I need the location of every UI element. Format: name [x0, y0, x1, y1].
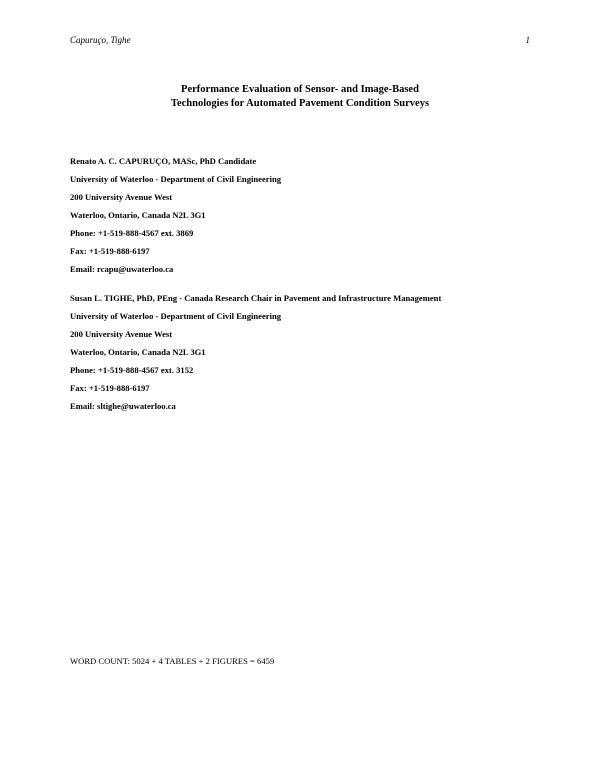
title-line-2: Technologies for Automated Pavement Condition Surveys — [170, 98, 430, 109]
author-block-2 — [70, 289, 441, 415]
page-number: 1 — [525, 35, 530, 45]
author-fax: Fax: +1-519-888-6197 — [70, 383, 150, 393]
author-email: Email: rcapu@uwaterloo.ca — [70, 264, 174, 274]
running-head — [70, 35, 530, 45]
author-city: Waterloo, Ontario, Canada N2L 3G1 — [70, 347, 206, 357]
author-city: Waterloo, Ontario, Canada N2L 3G1 — [70, 210, 206, 220]
author-street: 200 University Avenue West — [70, 329, 173, 339]
word-count: WORD COUNT: 5024 + 4 TABLES + 2 FIGURES = 6459 — [70, 656, 275, 666]
author-phone: Phone: +1-519-888-4567 ext. 3152 — [70, 365, 194, 375]
author-fax: Fax: +1-519-888-6197 — [70, 246, 150, 256]
author-name: Susan L. TIGHE, PhD, PEng - Canada Research Chair in Pavement and Infrastructure Management — [70, 293, 442, 303]
author-email: Email: sltighe@uwaterloo.ca — [70, 401, 176, 411]
running-head-authors: Capuruço, Tighe — [70, 35, 131, 45]
author-affiliation: University of Waterloo - Department of Civil Engineering — [70, 174, 282, 184]
author-street: 200 University Avenue West — [70, 192, 173, 202]
author-block-1 — [70, 152, 281, 278]
author-affiliation: University of Waterloo - Department of Civil Engineering — [70, 311, 282, 321]
author-phone: Phone: +1-519-888-4567 ext. 3869 — [70, 228, 194, 238]
paper-title — [0, 83, 600, 111]
author-name: Renato A. C. CAPURUÇO, MASc, PhD Candidate — [70, 156, 257, 166]
title-line-1: Performance Evaluation of Sensor- and Image-Based — [181, 84, 419, 95]
